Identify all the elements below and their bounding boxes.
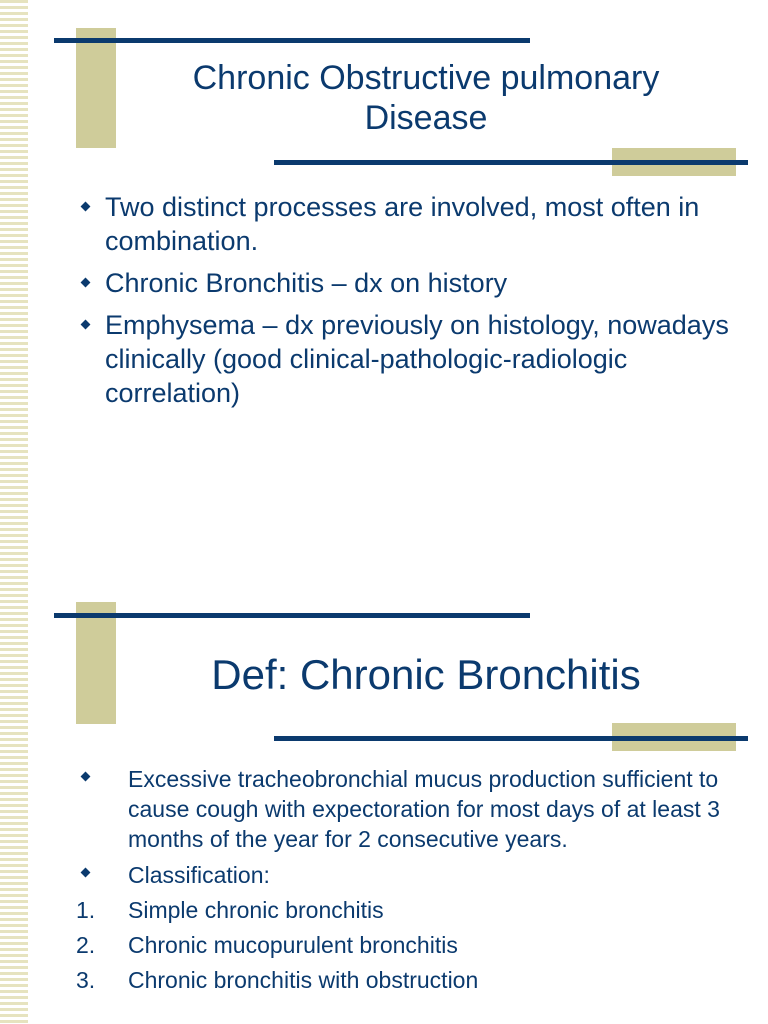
bottom-rule: [274, 736, 748, 741]
list-item: [80, 266, 730, 300]
bullet-text: Excessive tracheobronchial mucus production sufficient to cause cough with expectoration for most days of at least 3 months of the year for 2 consecutive years.: [128, 766, 720, 852]
top-rule: [54, 613, 530, 618]
slide-title: [120, 58, 732, 138]
slide-title-line-1: Chronic Obstructive pulmonary: [192, 59, 660, 97]
item-number: 1.: [76, 897, 96, 923]
list-item: [80, 190, 730, 258]
numbered-item: [76, 895, 736, 925]
list-item: [76, 860, 736, 890]
numbered-text: Chronic bronchitis with obstruction: [128, 967, 479, 993]
bullet-text: Emphysema – dx previously on histology, nowadays clinically (good clinical-pathologic-radiologic correlation): [105, 310, 729, 408]
numbered-item: [76, 965, 736, 995]
diamond-bullet-icon: [81, 868, 91, 878]
list-item: [76, 764, 736, 854]
bullet-text: Chronic Bronchitis – dx on history: [105, 268, 508, 298]
slide-chronic-bronchitis: [0, 580, 768, 1024]
list-item: [80, 308, 730, 410]
item-number: 3.: [76, 967, 96, 993]
numbered-text: Simple chronic bronchitis: [128, 897, 384, 923]
diamond-bullet-icon: [81, 772, 91, 782]
slide-title-line-2: Disease: [364, 99, 488, 137]
diamond-bullet-icon: [81, 320, 91, 330]
bullet-text: Classification:: [128, 862, 270, 888]
numbered-item: [76, 930, 736, 960]
top-left-accent-block: [76, 602, 116, 724]
diamond-bullet-icon: [81, 202, 91, 212]
bullet-list: [80, 190, 730, 410]
top-left-accent-block: [76, 28, 116, 148]
slide-title: Def: Chronic Bronchitis: [211, 651, 641, 698]
bullet-text: Two distinct processes are involved, most often in combination.: [105, 192, 700, 256]
numbered-text: Chronic mucopurulent bronchitis: [128, 932, 458, 958]
item-number: 2.: [76, 932, 96, 958]
diamond-bullet-icon: [81, 278, 91, 288]
definition-list: [76, 764, 736, 995]
top-rule: [54, 38, 530, 43]
bottom-rule: [274, 160, 748, 165]
